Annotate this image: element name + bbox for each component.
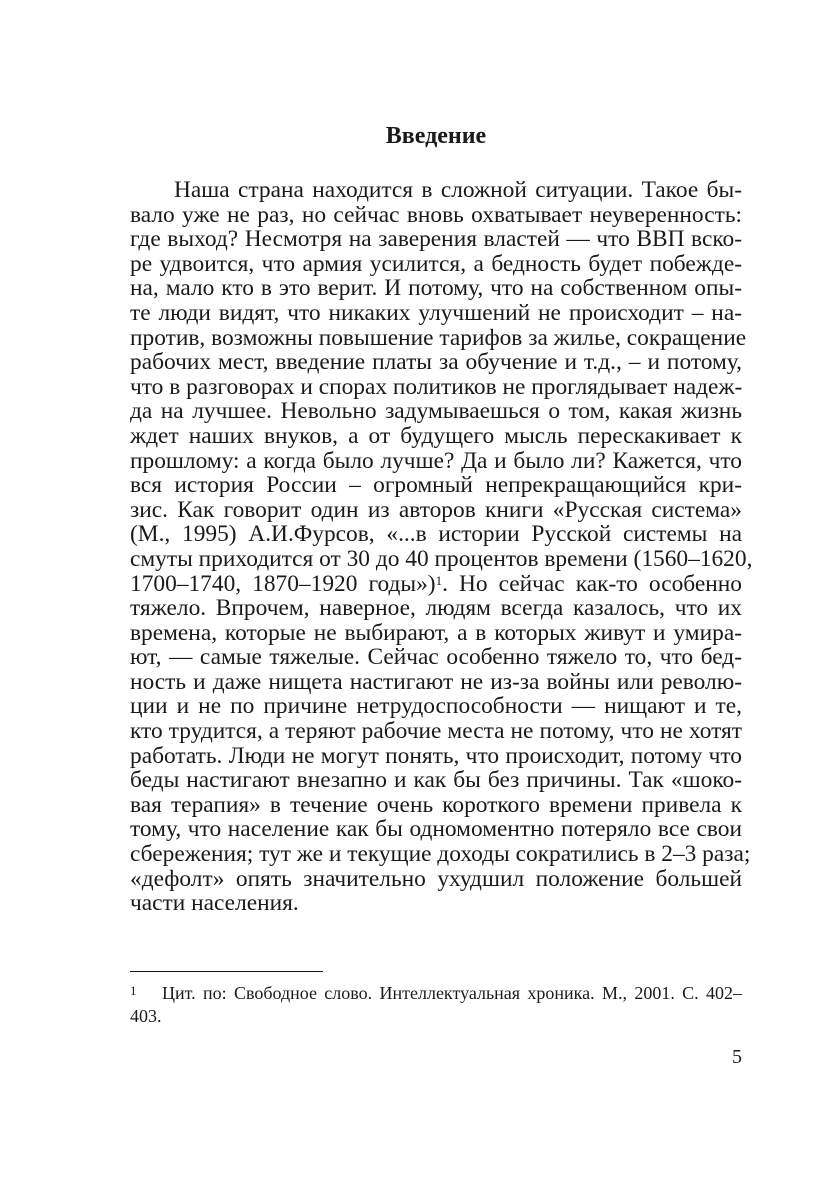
text-line: времена, которые не выбирают, а в которых живут и умира- <box>130 619 742 646</box>
text-line: на, мало кто в это верит. И потому, что на собственном опы- <box>130 275 742 302</box>
footnote-text-line: Цит. по: Свободное слово. Интеллектуальная хроника. М., 2001. С. 402– <box>162 983 742 1003</box>
text-line: тому, что население как бы одномоментно потеряло все свои <box>130 816 742 843</box>
text-line: части населения. <box>130 890 299 917</box>
text-line: зис. Как говорит один из авторов книги «Русская система» <box>130 496 742 523</box>
text-line: ции и не по причине нетрудоспособности — нищают и те, <box>130 693 742 720</box>
text-line: ре удвоится, что армия усилится, а бедность будет побежде- <box>130 250 742 277</box>
body-paragraph <box>130 177 753 917</box>
footnote-divider <box>130 971 323 972</box>
text-line: беды настигают внезапно и как бы без причины. Так «шоко- <box>130 767 742 794</box>
text-line: ждет наших внуков, а от будущего мысль перескакивает к <box>130 422 742 449</box>
text-line: что в разговорах и спорах политиков не проглядывает надеж- <box>130 373 743 400</box>
text-line: работать. Люди не могут понять, что происходит, потому что <box>130 742 742 769</box>
text-line: Наша страна находится в сложной ситуации. Такое бы- <box>174 177 742 203</box>
text-line: ность и даже нищета настигают не из-за войны или револю- <box>130 668 742 695</box>
text-line: тяжело. Впрочем, наверное, людям всегда казалось, что их <box>130 595 742 622</box>
text-line: вало уже не раз, но сейчас вновь охватывает неуверенность: <box>130 201 742 228</box>
text-segment: . Но сейчас как-то особенно <box>442 570 742 597</box>
text-line: вся история России – огромный непрекращающийся кри- <box>130 472 742 499</box>
text-line: прошлому: а когда было лучше? Да и было ли? Кажется, что <box>130 447 742 474</box>
text-line: «дефолт» опять значительно ухудшил положение большей <box>130 865 742 892</box>
text-line-with-footnote <box>130 572 742 597</box>
page-number: 5 <box>732 1046 742 1068</box>
text-line: ют, — самые тяжелые. Сейчас особенно тяжело то, что бед- <box>130 644 742 671</box>
text-line: сбережения; тут же и текущие доходы сократились в 2–3 раза; <box>130 841 751 868</box>
text-line: вая терапия» в течение очень короткого времени привела к <box>130 791 742 818</box>
text-line: смуты приходится от 30 до 40 процентов времени (1560–1620, <box>130 545 753 572</box>
text-line: рабочих мест, введение платы за обучение и т.д., – и потому, <box>130 349 742 376</box>
footnote-reference[interactable]: 1 <box>435 572 443 588</box>
chapter-title: Введение <box>385 123 487 149</box>
text-segment: 1700–1740, 1870–1920 годы») <box>130 570 436 597</box>
text-line: против, возможны повышение тарифов за жилье, сокращение <box>130 324 747 351</box>
footnote-text-line: 403. <box>130 1005 162 1026</box>
text-line: те люди видят, что никаких улучшений не происходит – на- <box>130 299 742 326</box>
text-line: кто трудится, а теряют рабочие места не потому, что не хотят <box>130 718 742 745</box>
footnote <box>130 982 742 1027</box>
text-line: (М., 1995) А.И.Фурсов, «...в истории Русской системы на <box>130 521 742 548</box>
text-line: где выход? Несмотря на заверения властей — что ВВП вско- <box>130 226 742 253</box>
text-line: да на лучшее. Невольно задумываешься о том, какая жизнь <box>130 398 742 425</box>
footnote-number: 1 <box>130 983 137 998</box>
